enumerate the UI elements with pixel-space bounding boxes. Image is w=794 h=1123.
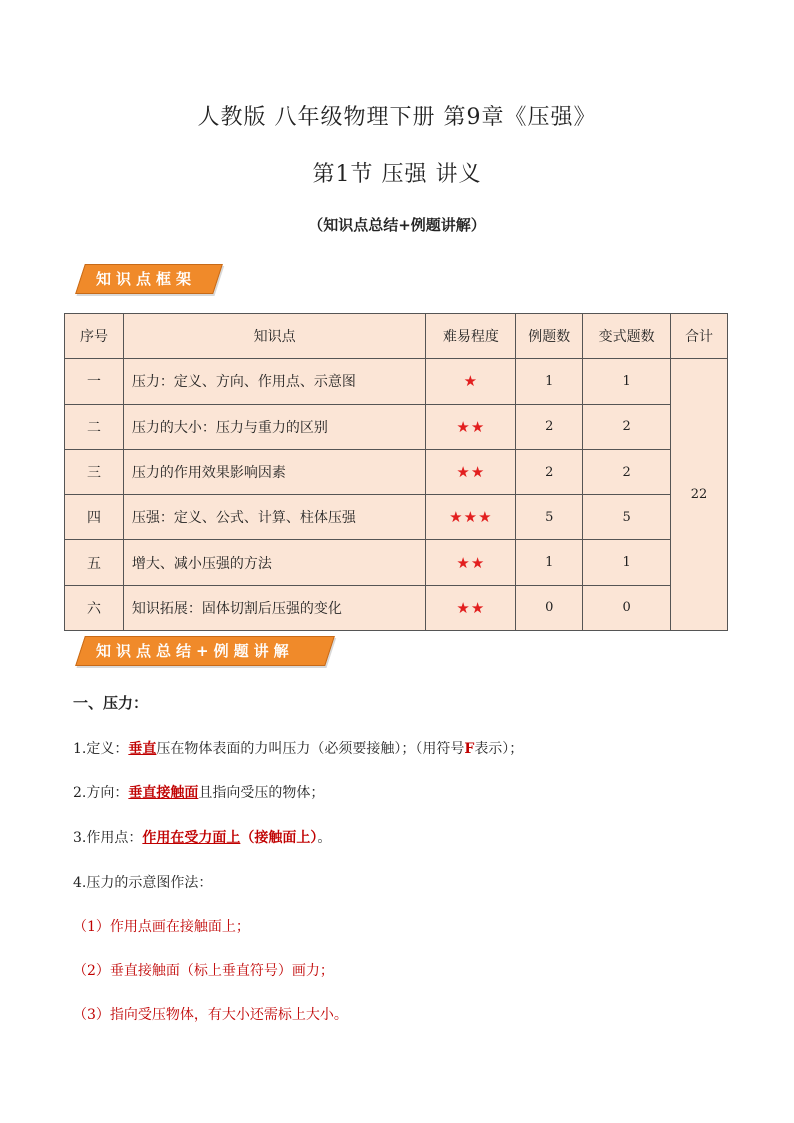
key-term: 垂直	[128, 741, 157, 757]
definition-line: 1.定义：垂直压在物体表面的力叫压力（必须要接触）；（用符号F表示）；	[73, 741, 524, 757]
action-point-line: 3.作用点：作用在受力面上（接触面上）。	[73, 830, 332, 846]
key-term: （接触面上）	[240, 830, 318, 846]
row-difficulty: ★★	[426, 585, 516, 630]
step-1: （1）作用点画在接触面上；	[73, 919, 250, 935]
framework-banner	[80, 264, 218, 294]
diagram-method-line: 4.压力的示意图作法：	[73, 875, 213, 891]
header-difficulty: 难易程度	[426, 314, 516, 359]
direction-line: 2.方向：垂直接触面且指向受压的物体；	[73, 785, 325, 801]
document-title: 人教版 八年级物理下册 第9章《压强》	[197, 105, 597, 130]
step-3: （3）指向受压物体，有大小还需标上大小。	[73, 1007, 348, 1023]
header-topic: 知识点	[123, 314, 425, 359]
row-topic: 压力的作用效果影响因素	[123, 449, 425, 494]
row-examples: 5	[516, 495, 583, 540]
summary-banner-label: 知识点总结+例题讲解	[96, 642, 294, 660]
table-row	[65, 495, 728, 540]
header-variants: 变式题数	[583, 314, 671, 359]
table-row	[65, 585, 728, 630]
header-examples: 例题数	[516, 314, 583, 359]
row-variants: 2	[583, 449, 671, 494]
row-topic: 增大、减小压强的方法	[123, 540, 425, 585]
table-row	[65, 359, 728, 404]
section-title: 第1节 压强 讲义	[312, 162, 482, 187]
knowledge-table	[64, 313, 728, 631]
row-index: 三	[65, 449, 124, 494]
row-examples: 1	[516, 359, 583, 404]
row-index: 五	[65, 540, 124, 585]
row-difficulty: ★★	[426, 540, 516, 585]
row-variants: 2	[583, 404, 671, 449]
row-difficulty: ★★★	[426, 495, 516, 540]
step-2: （2）垂直接触面（标上垂直符号）画力；	[73, 963, 334, 979]
row-variants: 1	[583, 540, 671, 585]
row-examples: 1	[516, 540, 583, 585]
row-topic: 压力：定义、方向、作用点、示意图	[123, 359, 425, 404]
row-index: 四	[65, 495, 124, 540]
row-topic: 知识拓展：固体切割后压强的变化	[123, 585, 425, 630]
subtitle: （知识点总结+例题讲解）	[308, 216, 486, 234]
row-topic: 压强：定义、公式、计算、柱体压强	[123, 495, 425, 540]
total-cell: 22	[671, 359, 728, 631]
row-difficulty: ★	[426, 359, 516, 404]
header-index: 序号	[65, 314, 124, 359]
row-variants: 1	[583, 359, 671, 404]
row-topic: 压力的大小：压力与重力的区别	[123, 404, 425, 449]
key-term: 作用在受力面上	[142, 830, 241, 846]
row-examples: 2	[516, 449, 583, 494]
table-row	[65, 449, 728, 494]
row-variants: 0	[583, 585, 671, 630]
row-variants: 5	[583, 495, 671, 540]
table-row	[65, 540, 728, 585]
framework-banner-label: 知识点框架	[96, 270, 197, 288]
symbol-f: F	[464, 741, 475, 757]
section-heading: 一、压力：	[73, 694, 149, 712]
table-header-row	[65, 314, 728, 359]
row-examples: 0	[516, 585, 583, 630]
row-difficulty: ★★	[426, 449, 516, 494]
row-index: 二	[65, 404, 124, 449]
summary-banner	[80, 636, 330, 666]
table-row	[65, 404, 728, 449]
key-term: 垂直接触面	[128, 785, 199, 801]
row-difficulty: ★★	[426, 404, 516, 449]
row-index: 一	[65, 359, 124, 404]
header-total: 合计	[671, 314, 728, 359]
row-examples: 2	[516, 404, 583, 449]
row-index: 六	[65, 585, 124, 630]
